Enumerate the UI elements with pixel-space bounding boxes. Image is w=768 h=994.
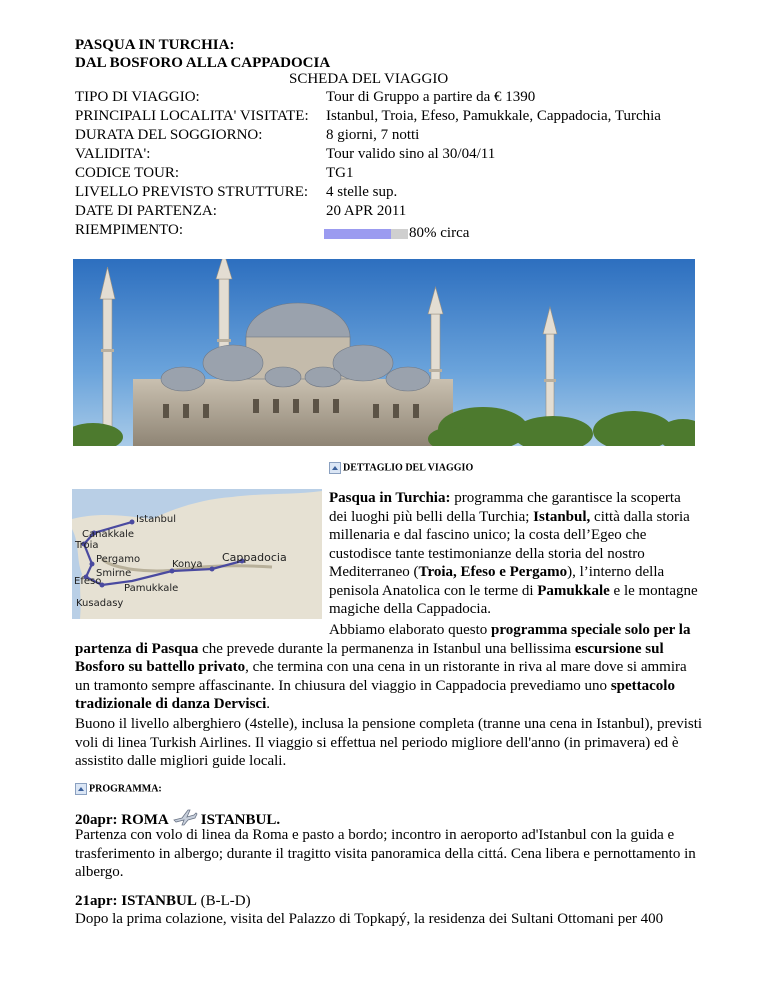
intro-paragraph-2	[75, 621, 701, 714]
p2-bold-1: programma speciale solo per la partenza di Pasqua	[75, 622, 691, 657]
detail-value-validita: Tour valido sino al 30/04/11	[326, 146, 496, 162]
map-label-pergamo: Pergamo	[96, 554, 141, 565]
detail-label-riempimento: RIEMPIMENTO:	[75, 222, 184, 238]
detail-label-codice: CODICE TOUR:	[75, 165, 180, 181]
detail-label-tipo: TIPO DI VIAGGIO:	[75, 89, 200, 105]
day-1-title-a: 20apr: ROMA	[75, 812, 169, 828]
section-dettaglio-label: DETTAGLIO DEL VIAGGIO	[343, 462, 474, 474]
p2-text-1: Abbiamo elaborato questo	[329, 622, 492, 638]
day-2-title-a: 21apr: ISTANBUL	[75, 893, 197, 909]
intro-bold-2: Istanbul,	[533, 508, 591, 525]
p2-bold-2: escursione sul Bosforo su battello privato	[75, 640, 664, 675]
intro-bold-1: Pasqua in Turchia:	[329, 490, 451, 506]
mosque-photo	[73, 259, 695, 446]
detail-label-durata: DURATA DEL SOGGIORNO:	[75, 127, 263, 143]
detail-label-validita: VALIDITA':	[75, 146, 151, 162]
day-2-meals: (B-L-D)	[200, 893, 251, 909]
intro-paragraph-1	[329, 489, 701, 619]
detail-value-date: 20 APR 2011	[326, 203, 407, 219]
p2-text-2: che prevede durante la permanenza in Istanbul una bellissima	[198, 640, 575, 657]
section-dettaglio	[329, 462, 473, 474]
day-1-text: Partenza con volo di linea da Roma e pasto a bordo; incontro in aeroporto ad'Istanbul con la guida e trasferimento in albergo; durante il tragitto visita panoramica della cittá. Cena libera e pernottamento in albergo.	[75, 827, 696, 880]
map-label-konya: Konya	[172, 559, 203, 570]
map-label-efeso: Efeso	[74, 576, 102, 587]
map-label-smirne: Smirne	[96, 568, 132, 579]
fill-progress-bar	[324, 229, 408, 239]
map-label-cappadocia: Cappadocia	[222, 551, 287, 564]
p2-text-4: .	[266, 696, 270, 712]
detail-value-codice: TG1	[326, 165, 354, 181]
intro-text-4: e le montagne magiche della Cappadocia.	[329, 582, 698, 617]
intro-bold-3: Troia, Efeso e Pergamo	[418, 564, 568, 580]
fill-progress-fill	[324, 229, 391, 239]
day-1-title-b: ISTANBUL.	[200, 812, 281, 828]
day-2-text: Dopo la prima colazione, visita del Palazzo di Topkapý, la residenza dei Sultani Ottomani per 400	[75, 911, 664, 927]
arrow-up-icon[interactable]	[329, 462, 341, 474]
detail-value-durata: 8 giorni, 7 notti	[326, 127, 420, 143]
map-label-troia: Troia	[75, 540, 99, 551]
fill-progress	[324, 224, 469, 242]
detail-value-livello: 4 stelle sup.	[326, 184, 398, 200]
day-2-title	[75, 892, 251, 910]
section-programma-label: PROGRAMMA:	[89, 783, 162, 795]
p2-bold-3: spettacolo tradizionale di danza Dervisci	[75, 677, 675, 712]
detail-label-date: DATE DI PARTENZA:	[75, 203, 217, 219]
title-line-2: DAL BOSFORO ALLA CAPPADOCIA	[75, 55, 331, 71]
map-label-canakkale: Canakkale	[82, 529, 135, 540]
intro-bold-4: Pamukkale	[537, 582, 610, 599]
section-programma	[75, 783, 162, 795]
p2-text-3: , che termina con una cena in un ristorante in riva al mare dove si ammira un tramonto sempre affascinante. In chiusura del viaggio in Cappadocia prevediamo uno	[75, 659, 687, 694]
sheet-title: SCHEDA DEL VIAGGIO	[289, 71, 449, 87]
intro-text-1: programma che garantisce la scoperta dei luoghi più belli della Turchia;	[329, 490, 681, 525]
airplane-icon	[172, 808, 198, 826]
intro-text-3: ), l’interno della penisola Anatolica con le terme di	[329, 564, 665, 599]
route-map	[72, 489, 322, 619]
map-label-istanbul: Istanbul	[136, 514, 177, 525]
map-label-pamukkale: Pamukkale	[124, 583, 179, 594]
title-line-1: PASQUA IN TURCHIA:	[75, 37, 235, 53]
fill-progress-label: 80% circa	[409, 225, 470, 241]
detail-value-localita: Istanbul, Troia, Efeso, Pamukkale, Cappadocia, Turchia	[326, 108, 661, 124]
intro-paragraph-3: Buono il livello alberghiero (4stelle), inclusa la pensione completa (tranne una cena in Istanbul), previsti voli di linea Turkish Airlines. Il viaggio si effettua nel periodo migliore dell'anno (in primavera) ed è assistito dalle migliori guide locali.	[75, 716, 703, 769]
detail-label-livello: LIVELLO PREVISTO STRUTTURE:	[75, 184, 309, 200]
intro-text-2: città dalla storia millenaria e dal fascino unico; la costa dell’Egeo che custodisce tante testimonianze della storia del nostro Mediterraneo (	[329, 508, 690, 580]
detail-value-tipo: Tour di Gruppo a partire da € 1390	[326, 89, 536, 105]
map-label-kusadasy: Kusadasy	[76, 598, 124, 609]
arrow-up-icon[interactable]	[75, 783, 87, 795]
detail-label-localita: PRINCIPALI LOCALITA' VISITATE:	[75, 108, 309, 124]
